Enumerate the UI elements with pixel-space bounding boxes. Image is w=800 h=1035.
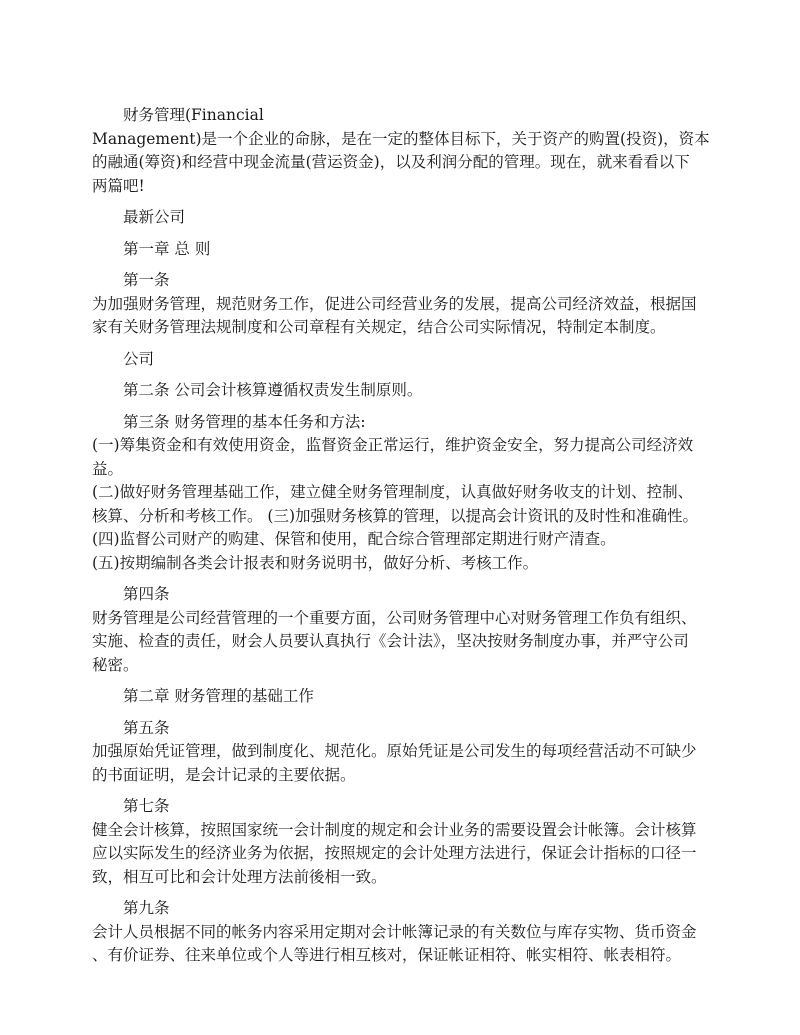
article-line: (四)监督公司财产的购建、保管和使用，配合综合管理部定期进行财产清查。 (92, 530, 616, 548)
chapter1-heading (92, 238, 708, 262)
article-4 (92, 583, 708, 677)
article-heading: 第四条 (123, 585, 170, 603)
article-line: 致，相互可比和会计处理方法前後相一致。 (92, 867, 387, 886)
article-heading: 第一条 (123, 271, 170, 289)
article-line: 实施、检查的责任，财会人员要认真执行《会计法》，坚决按财务制度办事，并严守公司 (92, 632, 689, 650)
intro-line: 的融通(筹资)和经营中现金流量(营运资金)，以及利润分配的管理。现在，就来看看以下 (92, 153, 690, 171)
article-heading: 第九条 (123, 899, 170, 917)
intro-line: 两篇吧! (92, 176, 145, 195)
article-heading: 第七条 (123, 797, 170, 815)
article-line: 加强原始凭证管理，做到制度化、规范化。原始凭证是公司发生的每项经营活动不可缺少 (92, 742, 697, 760)
article-line: 会计人员根据不同的帐务内容采用定期对会计帐簿记录的有关数位与库存实物、货币资金 (92, 922, 697, 941)
article-line: 的书面证明，是会计记录的主要依据。 (92, 765, 356, 784)
article-line: (一)筹集资金和有效使用资金，监督资金正常运行，维护资金安全，努力提高公司经济效 (92, 436, 694, 454)
article-line: 秘密。 (92, 655, 139, 674)
chapter2-title: 第二章 财务管理的基础工作 (123, 687, 314, 705)
article-line: 健全会计核算，按照国家统一会计制度的规定和会计业务的需要设置会计帐簿。会计核算 (92, 820, 697, 839)
article-heading: 第三条 财务管理的基本任务和方法: (123, 412, 366, 431)
article-2 (92, 379, 708, 403)
chapter2-heading (92, 685, 708, 709)
article-line: 、有价证券、往来单位或个人等进行相互核对，保证帐证相符、帐实相符、帐表相符。 (92, 946, 682, 964)
chapter1-title: 第一章 总 则 (123, 239, 211, 258)
article-line: 为加强财务管理，规范财务工作，促进公司经营业务的发展，提高公司经济效益，根据国 (92, 294, 697, 313)
document-body (92, 104, 708, 968)
article-line: 核算、分析和考核工作。 (三)加强财务核算的管理，以提高会计资讯的及时性和准确性。 (92, 506, 699, 525)
article-line: 家有关财务管理法规制度和公司章程有关规定，结合公司实际情况，特制定本制度。 (92, 318, 666, 336)
intro-line: 财务管理(Financial (123, 106, 264, 124)
article-heading: 第五条 (123, 718, 170, 737)
article-9 (92, 897, 708, 968)
article-line: (二)做好财务管理基础工作，建立健全财务管理制度，认真做好财务收支的计划、控制、 (92, 483, 694, 501)
article-line: 财务管理是公司经营管理的一个重要方面，公司财务管理中心对财务管理工作负有组织、 (92, 608, 697, 627)
company-text: 公司 (123, 349, 155, 368)
latest-company-text: 最新公司 (123, 208, 186, 226)
article-text: 第二条 公司会计核算遵循权责发生制原则。 (123, 381, 423, 399)
article-7 (92, 795, 708, 889)
article-3 (92, 411, 708, 576)
article-1 (92, 269, 708, 340)
company-line (92, 348, 708, 372)
article-5 (92, 717, 708, 788)
intro-line: Management)是一个企业的命脉，是在一定的整体目标下，关于资产的购置(投资)，资本 (92, 129, 710, 148)
article-line: 应以实际发生的经济业务为依据，按照规定的会计处理方法进行，保证会计指标的口径一 (92, 844, 697, 862)
article-line: (五)按期编制各类会计报表和财务说明书，做好分析、考核工作。 (92, 553, 539, 572)
latest-company-line (92, 206, 708, 230)
article-line: 益。 (92, 459, 124, 478)
intro-paragraph (92, 104, 708, 198)
